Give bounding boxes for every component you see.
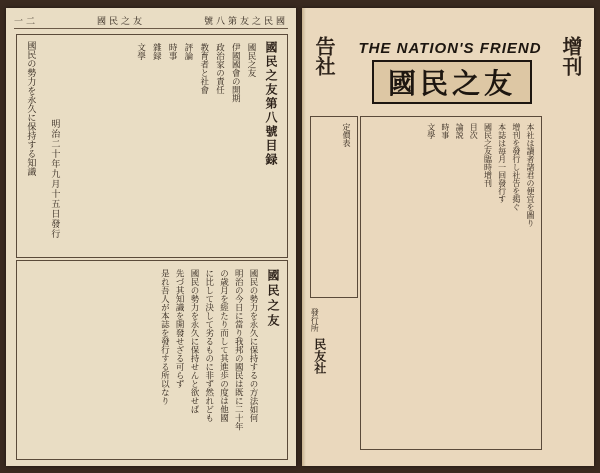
article-column: 先づ其知識を開發せざる可らず [174,269,185,388]
running-header-right: 號八第友之民國 [203,17,288,27]
announcement-column: 論説 [455,123,465,139]
masthead-english-title: THE NATION'S FRIEND [358,40,542,57]
toc-entry: 雜録 [151,43,162,60]
price-table-title: 定價表 [342,123,351,147]
article-body [25,269,257,449]
announcement-column: 目次 [469,123,479,139]
announcement-column: 增刊を發行し社告を掲ぐ [511,123,521,211]
article-title: 國民之友 [266,269,280,329]
article-column: 國民の勢力を永久に保持せんと欲せば [188,269,199,414]
article-column: に比して決して劣るものに非ず然れども [203,269,214,422]
announcement-box [360,116,542,450]
toc-entry: 國民之友 [246,43,256,77]
masthead-japanese-title: 國民之友 [372,60,532,104]
announcement-column: 文學 [426,123,436,139]
table-of-contents [16,34,288,258]
price-table [310,116,358,298]
page-gutter [302,8,306,466]
publisher-label: 發行所 [310,308,320,332]
toc-entry: 文學 [135,43,146,60]
tagline: 國民の勢力を永久に保持する知識 [25,41,36,176]
toc-entry: 政治家の責任 [214,43,225,94]
article-column: 是れ吾人が本誌を發行する所以なり [159,269,170,405]
toc-entries [135,43,255,243]
issue-date: 明治二十年九月十五日發行 [49,119,60,239]
announcement-body [427,123,536,423]
article-column: 國民の勢力を永久に保持するの方法如何 [248,269,258,422]
announcement-column: 國民之友臨時增刊 [483,123,493,187]
toc-entry: 教育者と社會 [198,43,209,94]
article-block [16,260,288,460]
article-column: の歳月を經たり而して其進歩の度は他國 [218,269,229,422]
article-column: 明治の今日に當り我邦の國民は既に二十年 [233,269,244,431]
right-page [302,8,594,466]
toc-entry: 評論 [182,43,193,60]
toc-entry: 伊國國會の開期 [230,43,241,103]
banner-supplement: 增刊 [559,36,583,76]
announcement-column: 本誌は毎月一回發行す [497,123,507,203]
running-header-center: 國民之友 [96,17,145,27]
masthead [350,40,550,106]
announcement-column: 時事 [440,123,450,139]
toc-entry: 時事 [167,43,178,60]
running-header [14,14,288,29]
banner-announcement: 告社 [312,36,336,76]
announcement-column: 本社は讀者諸君の便宜を圖り [526,123,535,227]
toc-title: 國民之友第八號目録 [264,41,278,167]
left-page [6,8,296,466]
running-header-left: 一二 [14,17,39,27]
publisher-name: 民友社 [312,338,327,374]
